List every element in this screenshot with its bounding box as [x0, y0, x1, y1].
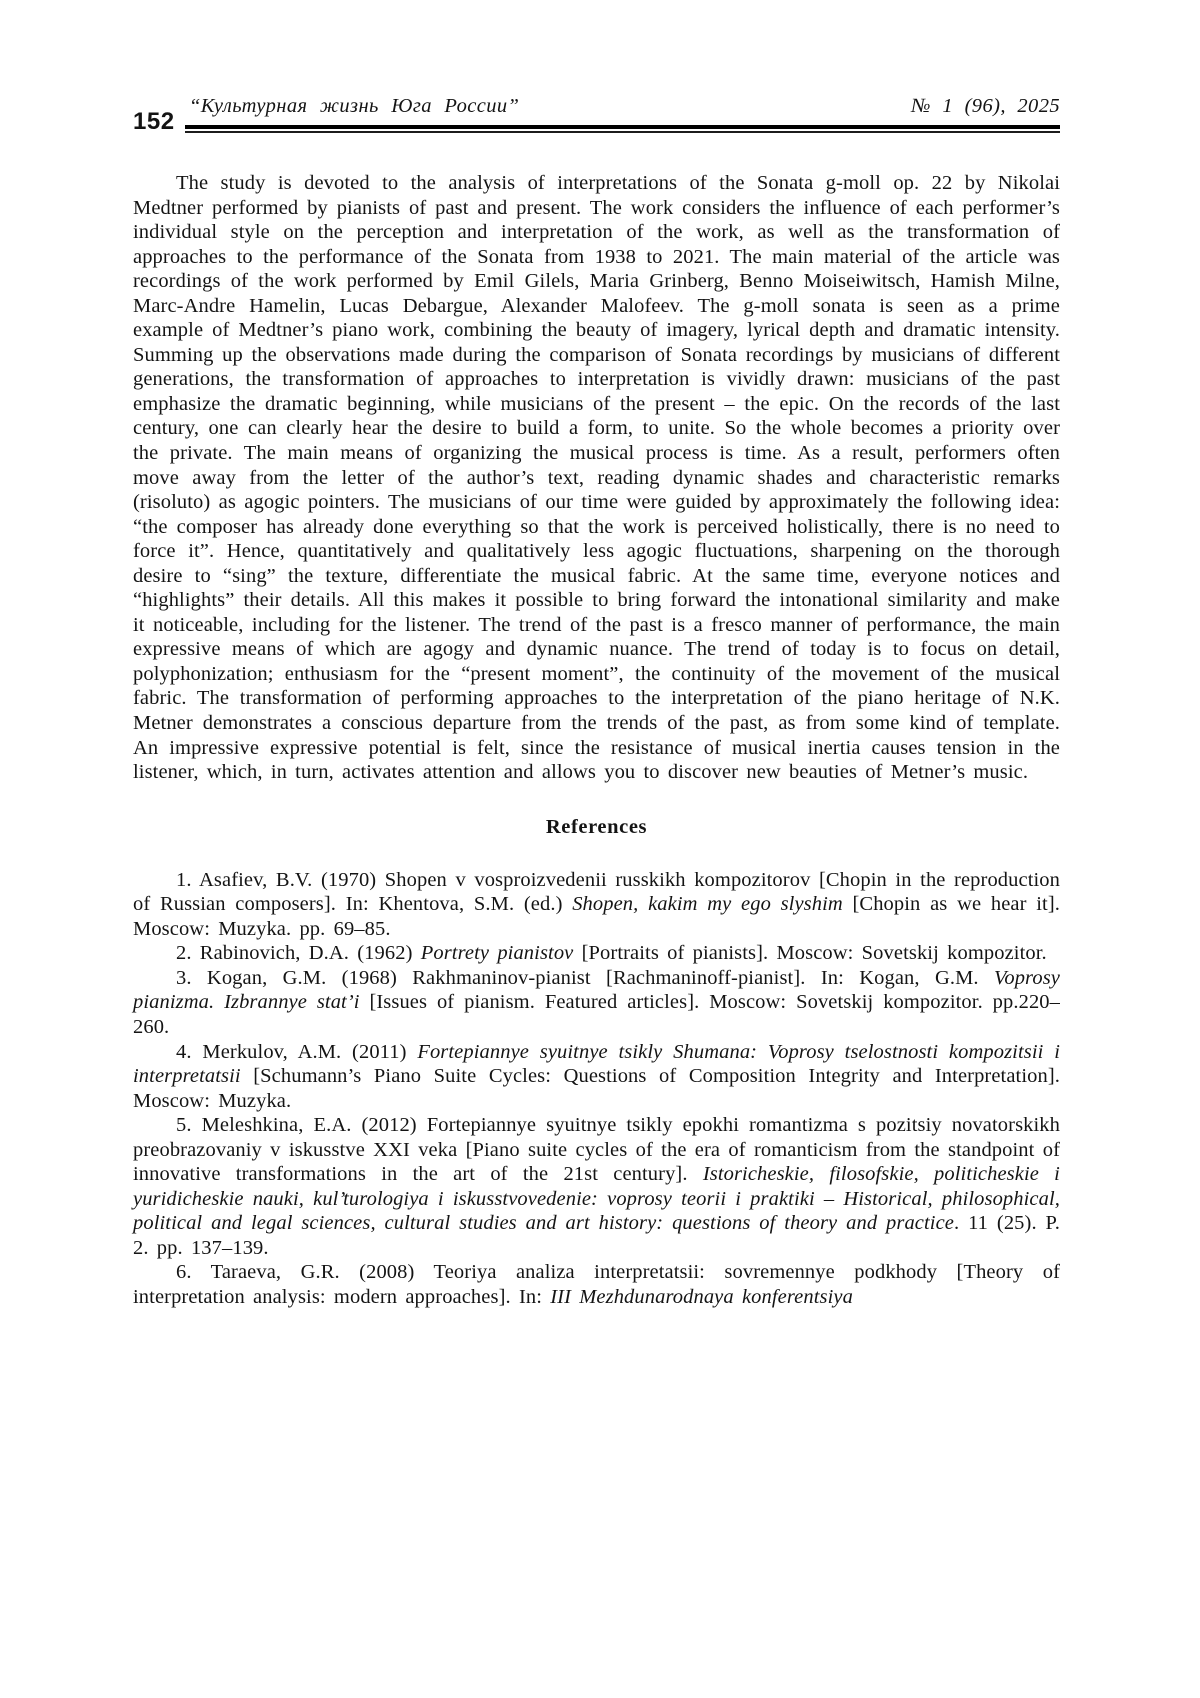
reference-segment: [Issues of pianism. Featured articles]. Moscow: Sovetskij kompozitor. pp.220–260.: [133, 991, 1060, 1038]
reference-segment-italic: Portrety pianistov: [420, 942, 574, 965]
reference-item: [133, 941, 1060, 966]
reference-segment: [Chopin as we hear it]. Moscow: Muzyka. pp. 69–85.: [133, 893, 1060, 940]
reference-segment: 4. Merkulov, A.M. (2011): [176, 1040, 418, 1063]
reference-item: [133, 1260, 1060, 1309]
reference-segment: 2. Rabinovich, D.A. (1962): [176, 942, 421, 965]
header-rule-thick: [185, 125, 1060, 129]
reference-segment: [Portraits of pianists]. Moscow: Sovetskij kompozitor.: [573, 942, 1047, 965]
reference-segment: 6. Taraeva, G.R. (2008) Teoriya analiza interpretatsii: sovremennye podkhody [Theory of interpretation analysis: modern approaches]. In:: [133, 1261, 1060, 1308]
reference-segment-italic: Shopen, kakim my ego slyshim: [572, 893, 843, 916]
reference-segment-italic: Voprosy pianizma. Izbrannye stat’i: [133, 966, 1060, 1014]
reference-segment: . 11 (25). P. 2. pp. 137–139.: [133, 1212, 1060, 1259]
reference-segment-italic: Fortepiannye syuitnye tsikly Shumana: Voprosy tselostnosti kompozitsii i interpretatsii: [133, 1040, 1060, 1088]
abstract-paragraph: The study is devoted to the analysis of interpretations of the Sonata g-moll op. 22 by Nikolai Medtner performed by pianists of past and present. The work considers the influence of each performer’s individual style on the perception and interpretation of the work, as well as the transformation of approaches to the performance of the Sonata from 1938 to 2021. The main material of the article was recordings of the work performed by Emil Gilels, Maria Grinberg, Benno Moiseiwitsch, Hamish Milne, Marc-Andre Hamelin, Lucas Debargue, Alexander Malofeev. The g-moll sonata is seen as a prime example of Medtner’s piano work, combining the beauty of imagery, lyrical depth and dramatic intensity. Summing up the observations made during the comparison of Sonata recordings by musicians of different generations, the transformation of approaches to interpretation is vividly drawn: musicians of the past emphasize the dramatic beginning, while musicians of the present – the epic. On the records of the last century, one can clearly hear the desire to build a form, to unite. So the whole becomes a priority over the private. The main means of organizing the musical process is time. As a result, performers often move away from the letter of the author’s text, reading dynamic shades and characteristic remarks (risoluto) as agogic pointers. The musicians of our time were guided by approximately the following idea: “the composer has already done everything so that the work is perceived holistically, there is no need to force it”. Hence, quantitatively and qualitatively less agogic fluctuations, sharpening on the thorough desire to “sing” the texture, differentiate the musical fabric. At the same time, everyone notices and “highlights” their details. All this makes it possible to bring forward the intonational similarity and make it noticeable, including for the listener. The trend of the past is a fresco manner of performance, the main expressive means of which are agogy and dynamic nuance. The trend of today is to focus on detail, polyphonization; enthusiasm for the “present moment”, the continuity of the movement of the musical fabric. The transformation of performing approaches to the interpretation of the piano heritage of N.K. Metner demonstrates a conscious departure from the trends of the past, as from some kind of template. An impressive expressive potential is felt, since the resistance of musical inertia causes tension in the listener, which, in turn, activates attention and allows you to discover new beauties of Metner’s music.: [133, 172, 1060, 784]
reference-segment-italic: III Mezhdunarodnaya konferentsiya: [550, 1285, 853, 1308]
header-rule: [185, 125, 1060, 133]
reference-item: [133, 1040, 1060, 1114]
header-rule-row: [133, 108, 1060, 135]
header-rule-thin: [185, 131, 1060, 133]
reference-item: [133, 1113, 1060, 1260]
reference-item: [133, 966, 1060, 1040]
issue-info: № 1 (96), 2025: [911, 95, 1060, 117]
reference-segment-italic: Istoricheskie, filosofskie, politicheskie i yuridicheskie nauki, kul’turologiya i iskusstvovedenie: voprosy teorii i praktiki – Historical, philosophical, political and legal sciences, cultural studies and art history: questions of theory and practice: [133, 1163, 1060, 1235]
reference-segment: 3. Kogan, G.M. (1968) Rakhmaninov-pianist [Rachmaninoff-pianist]. In: Kogan, G.M.: [176, 966, 994, 989]
references-title: References: [545, 815, 648, 838]
running-head-text-row: [133, 94, 1060, 118]
page-number: 152: [133, 108, 175, 135]
article-body: [133, 171, 1060, 1310]
reference-item: [133, 868, 1060, 942]
journal-title: “Культурная жизнь Юга России”: [189, 95, 520, 117]
reference-segment: 5. Meleshkina, E.A. (2012) Fortepiannye syuitnye tsikly epokhi romantizma s pozitsiy novatorskikh preobrazovaniy v iskusstve XXI veka [Piano suite cycles of the era of romanticism from the standpoint of innovative transformations in the art of the 21st century].: [133, 1114, 1060, 1186]
reference-segment: [Schumann’s Piano Suite Cycles: Questions of Composition Integrity and Interpretation]. Moscow: Muzyka.: [133, 1065, 1060, 1112]
reference-segment: 1. Asafiev, B.V. (1970) Shopen v vosproizvedenii russkikh kompozitorov [Chopin in the reproduction of Russian composers]. In: Khentova, S.M. (ed.): [133, 868, 1060, 916]
references-list: [133, 868, 1060, 1310]
running-head: [133, 94, 1060, 134]
